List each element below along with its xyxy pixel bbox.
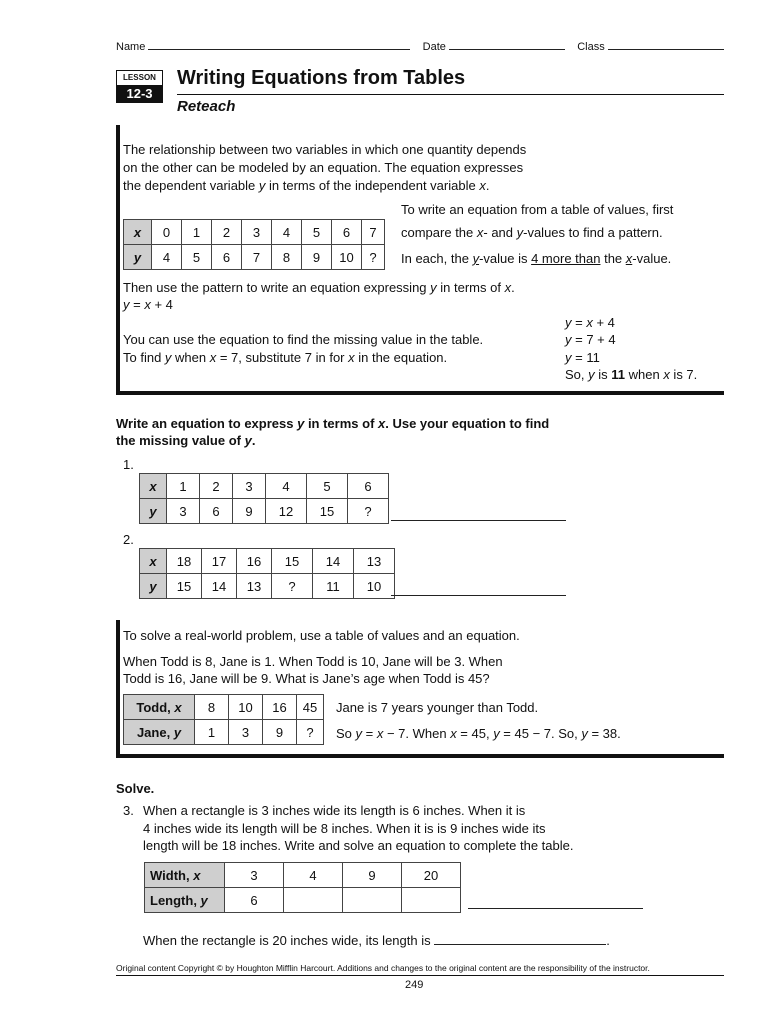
table-cell: 2 (212, 220, 242, 245)
table-cell: 3 (167, 499, 200, 524)
use-line-2: To find y when x = 7, substitute 7 in for x in the equation. (123, 350, 448, 365)
date-blank[interactable] (449, 39, 565, 50)
table-cell: 1 (195, 720, 229, 745)
name-blank[interactable] (148, 39, 410, 50)
class-blank[interactable] (608, 39, 724, 50)
final-prompt-text: When the rectangle is 20 inches wide, its length is (143, 933, 431, 948)
table-row (145, 863, 461, 888)
problem-1-table (139, 473, 389, 524)
intro-box-left-border (116, 125, 120, 395)
y-header-cell: y (124, 245, 152, 270)
table-cell: 15 (307, 499, 348, 524)
problem-3-number: 3. (123, 803, 134, 818)
table-cell: 5 (307, 474, 348, 499)
table-cell: 0 (152, 220, 182, 245)
realworld-note-2: So y = x − 7. When x = 45, y = 45 − 7. So, y = 38. (336, 726, 621, 741)
table-cell: 7 (362, 220, 385, 245)
name-field-row (116, 39, 724, 53)
realworld-note-1: Jane is 7 years younger than Todd. (336, 700, 539, 715)
table-cell: 3 (225, 863, 284, 888)
table-cell: 6 (348, 474, 389, 499)
name-label: Name (116, 41, 146, 53)
table-cell: 1 (167, 474, 200, 499)
solution-line-2: y = 7 + 4 (565, 332, 616, 347)
table-cell: 6 (225, 888, 284, 913)
table-cell: 4 (152, 245, 182, 270)
final-period: . (606, 933, 610, 948)
problem-2-number: 2. (123, 532, 134, 547)
table-cell: 9 (302, 245, 332, 270)
intro-table (123, 219, 385, 270)
page-number: 249 (405, 979, 424, 991)
table-cell: 9 (343, 863, 402, 888)
table-cell: 14 (313, 549, 354, 574)
todd-header-cell: Todd, x (124, 695, 195, 720)
table-cell-blank[interactable] (284, 888, 343, 913)
table-cell: 4 (284, 863, 343, 888)
realworld-line-2: When Todd is 8, Jane is 1. When Todd is 10, Jane will be 3. When (123, 654, 503, 669)
use-line-1: You can use the equation to find the missing value in the table. (123, 332, 484, 347)
table-cell: 6 (212, 245, 242, 270)
intro-box-bottom-border (116, 391, 724, 395)
date-label: Date (422, 41, 446, 53)
intro-line-2: on the other can be modeled by an equation. The equation expresses (123, 160, 524, 175)
table-cell: 45 (297, 695, 324, 720)
final-prompt (143, 933, 610, 948)
table-cell: 15 (167, 574, 202, 599)
solution-line-4: So, y is 11 when x is 7. (565, 367, 698, 382)
table-cell: ? (272, 574, 313, 599)
realworld-line-1: To solve a real-world problem, use a table of values and an equation. (123, 628, 520, 643)
table-cell: 9 (263, 720, 297, 745)
realworld-box-bottom-border (116, 754, 724, 758)
table-cell: 4 (272, 220, 302, 245)
problem-3-line-3: length will be 18 inches. Write and solve an equation to complete the table. (143, 838, 574, 853)
x-header-cell: x (140, 474, 167, 499)
table-cell: 4 (266, 474, 307, 499)
table-cell: ? (362, 245, 385, 270)
table-cell: 9 (233, 499, 266, 524)
lesson-number: 12-3 (116, 85, 163, 103)
rectangle-table (144, 862, 461, 913)
table-row (140, 574, 395, 599)
table-cell: 20 (402, 863, 461, 888)
y-header-cell: y (140, 499, 167, 524)
problem-1-answer-line[interactable] (391, 519, 566, 521)
table-cell: 3 (229, 720, 263, 745)
footer-divider (116, 975, 724, 976)
table-cell: 13 (354, 549, 395, 574)
table-cell: ? (297, 720, 324, 745)
side-note-1: To write an equation from a table of values, first (401, 202, 674, 217)
table-row (124, 695, 324, 720)
table-cell: 1 (182, 220, 212, 245)
table-cell: 3 (242, 220, 272, 245)
length-header-cell: Length, y (145, 888, 225, 913)
lesson-badge (116, 70, 163, 104)
table-cell: 11 (313, 574, 354, 599)
table-cell: ? (348, 499, 389, 524)
side-note-3: In each, the y-value is 4 more than the x-value. (401, 251, 672, 266)
equation-line: y = x + 4 (123, 297, 173, 312)
practice-instruction-2: the missing value of y. (116, 433, 256, 448)
table-cell: 13 (237, 574, 272, 599)
pattern-line: Then use the pattern to write an equation expressing y in terms of x. (123, 280, 515, 295)
table-cell-blank[interactable] (402, 888, 461, 913)
realworld-line-3: Todd is 16, Jane will be 9. What is Jane’s age when Todd is 45? (123, 671, 490, 686)
class-label: Class (577, 41, 605, 53)
table-cell: 7 (242, 245, 272, 270)
intro-line-1: The relationship between two variables in which one quantity depends (123, 142, 527, 157)
table-cell: 8 (272, 245, 302, 270)
table-cell: 12 (266, 499, 307, 524)
table-cell: 15 (272, 549, 313, 574)
table-row (124, 720, 324, 745)
width-header-cell: Width, x (145, 863, 225, 888)
lesson-tag: LESSON (116, 70, 163, 86)
table-cell: 5 (182, 245, 212, 270)
practice-instruction-1: Write an equation to express y in terms of x. Use your equation to find (116, 416, 550, 431)
table-row (140, 499, 389, 524)
table-cell: 14 (202, 574, 237, 599)
solve-heading: Solve. (116, 781, 155, 796)
realworld-table (123, 694, 324, 745)
table-cell: 18 (167, 549, 202, 574)
table-cell: 6 (200, 499, 233, 524)
page-subtitle: Reteach (177, 98, 236, 115)
copyright-notice: Original content Copyright © by Houghton Mifflin Harcourt. Additions and changes to the original content are the responsibility of the instructor. (116, 963, 650, 973)
jane-header-cell: Jane, y (124, 720, 195, 745)
problem-3-answer-line[interactable] (468, 907, 643, 909)
problem-3-line-1: When a rectangle is 3 inches wide its length is 6 inches. When it is (143, 803, 526, 818)
table-cell: 5 (302, 220, 332, 245)
problem-1-number: 1. (123, 457, 134, 472)
table-cell: 6 (332, 220, 362, 245)
problem-3-line-2: 4 inches wide its length will be 8 inches. When it is is 9 inches wide its (143, 821, 546, 836)
table-row (124, 220, 385, 245)
table-cell: 10 (229, 695, 263, 720)
table-cell: 16 (237, 549, 272, 574)
table-cell: 10 (332, 245, 362, 270)
table-cell: 2 (200, 474, 233, 499)
realworld-box-left-border (116, 620, 120, 758)
table-cell: 10 (354, 574, 395, 599)
table-row (140, 474, 389, 499)
table-row (140, 549, 395, 574)
title-divider (177, 94, 724, 95)
y-header-cell: y (140, 574, 167, 599)
x-header-cell: x (124, 220, 152, 245)
problem-2-table (139, 548, 395, 599)
intro-line-3: the dependent variable y in terms of the independent variable x. (123, 178, 490, 193)
table-cell: 8 (195, 695, 229, 720)
x-header-cell: x (140, 549, 167, 574)
table-cell-blank[interactable] (343, 888, 402, 913)
final-answer-blank[interactable] (434, 934, 606, 945)
table-cell: 16 (263, 695, 297, 720)
problem-2-answer-line[interactable] (391, 594, 566, 596)
table-row (124, 245, 385, 270)
table-row (145, 888, 461, 913)
page-title: Writing Equations from Tables (177, 67, 466, 89)
table-cell: 3 (233, 474, 266, 499)
side-note-2: compare the x- and y-values to find a pattern. (401, 225, 663, 240)
table-cell: 17 (202, 549, 237, 574)
solution-line-3: y = 11 (565, 350, 600, 365)
solution-line-1: y = x + 4 (565, 315, 615, 330)
